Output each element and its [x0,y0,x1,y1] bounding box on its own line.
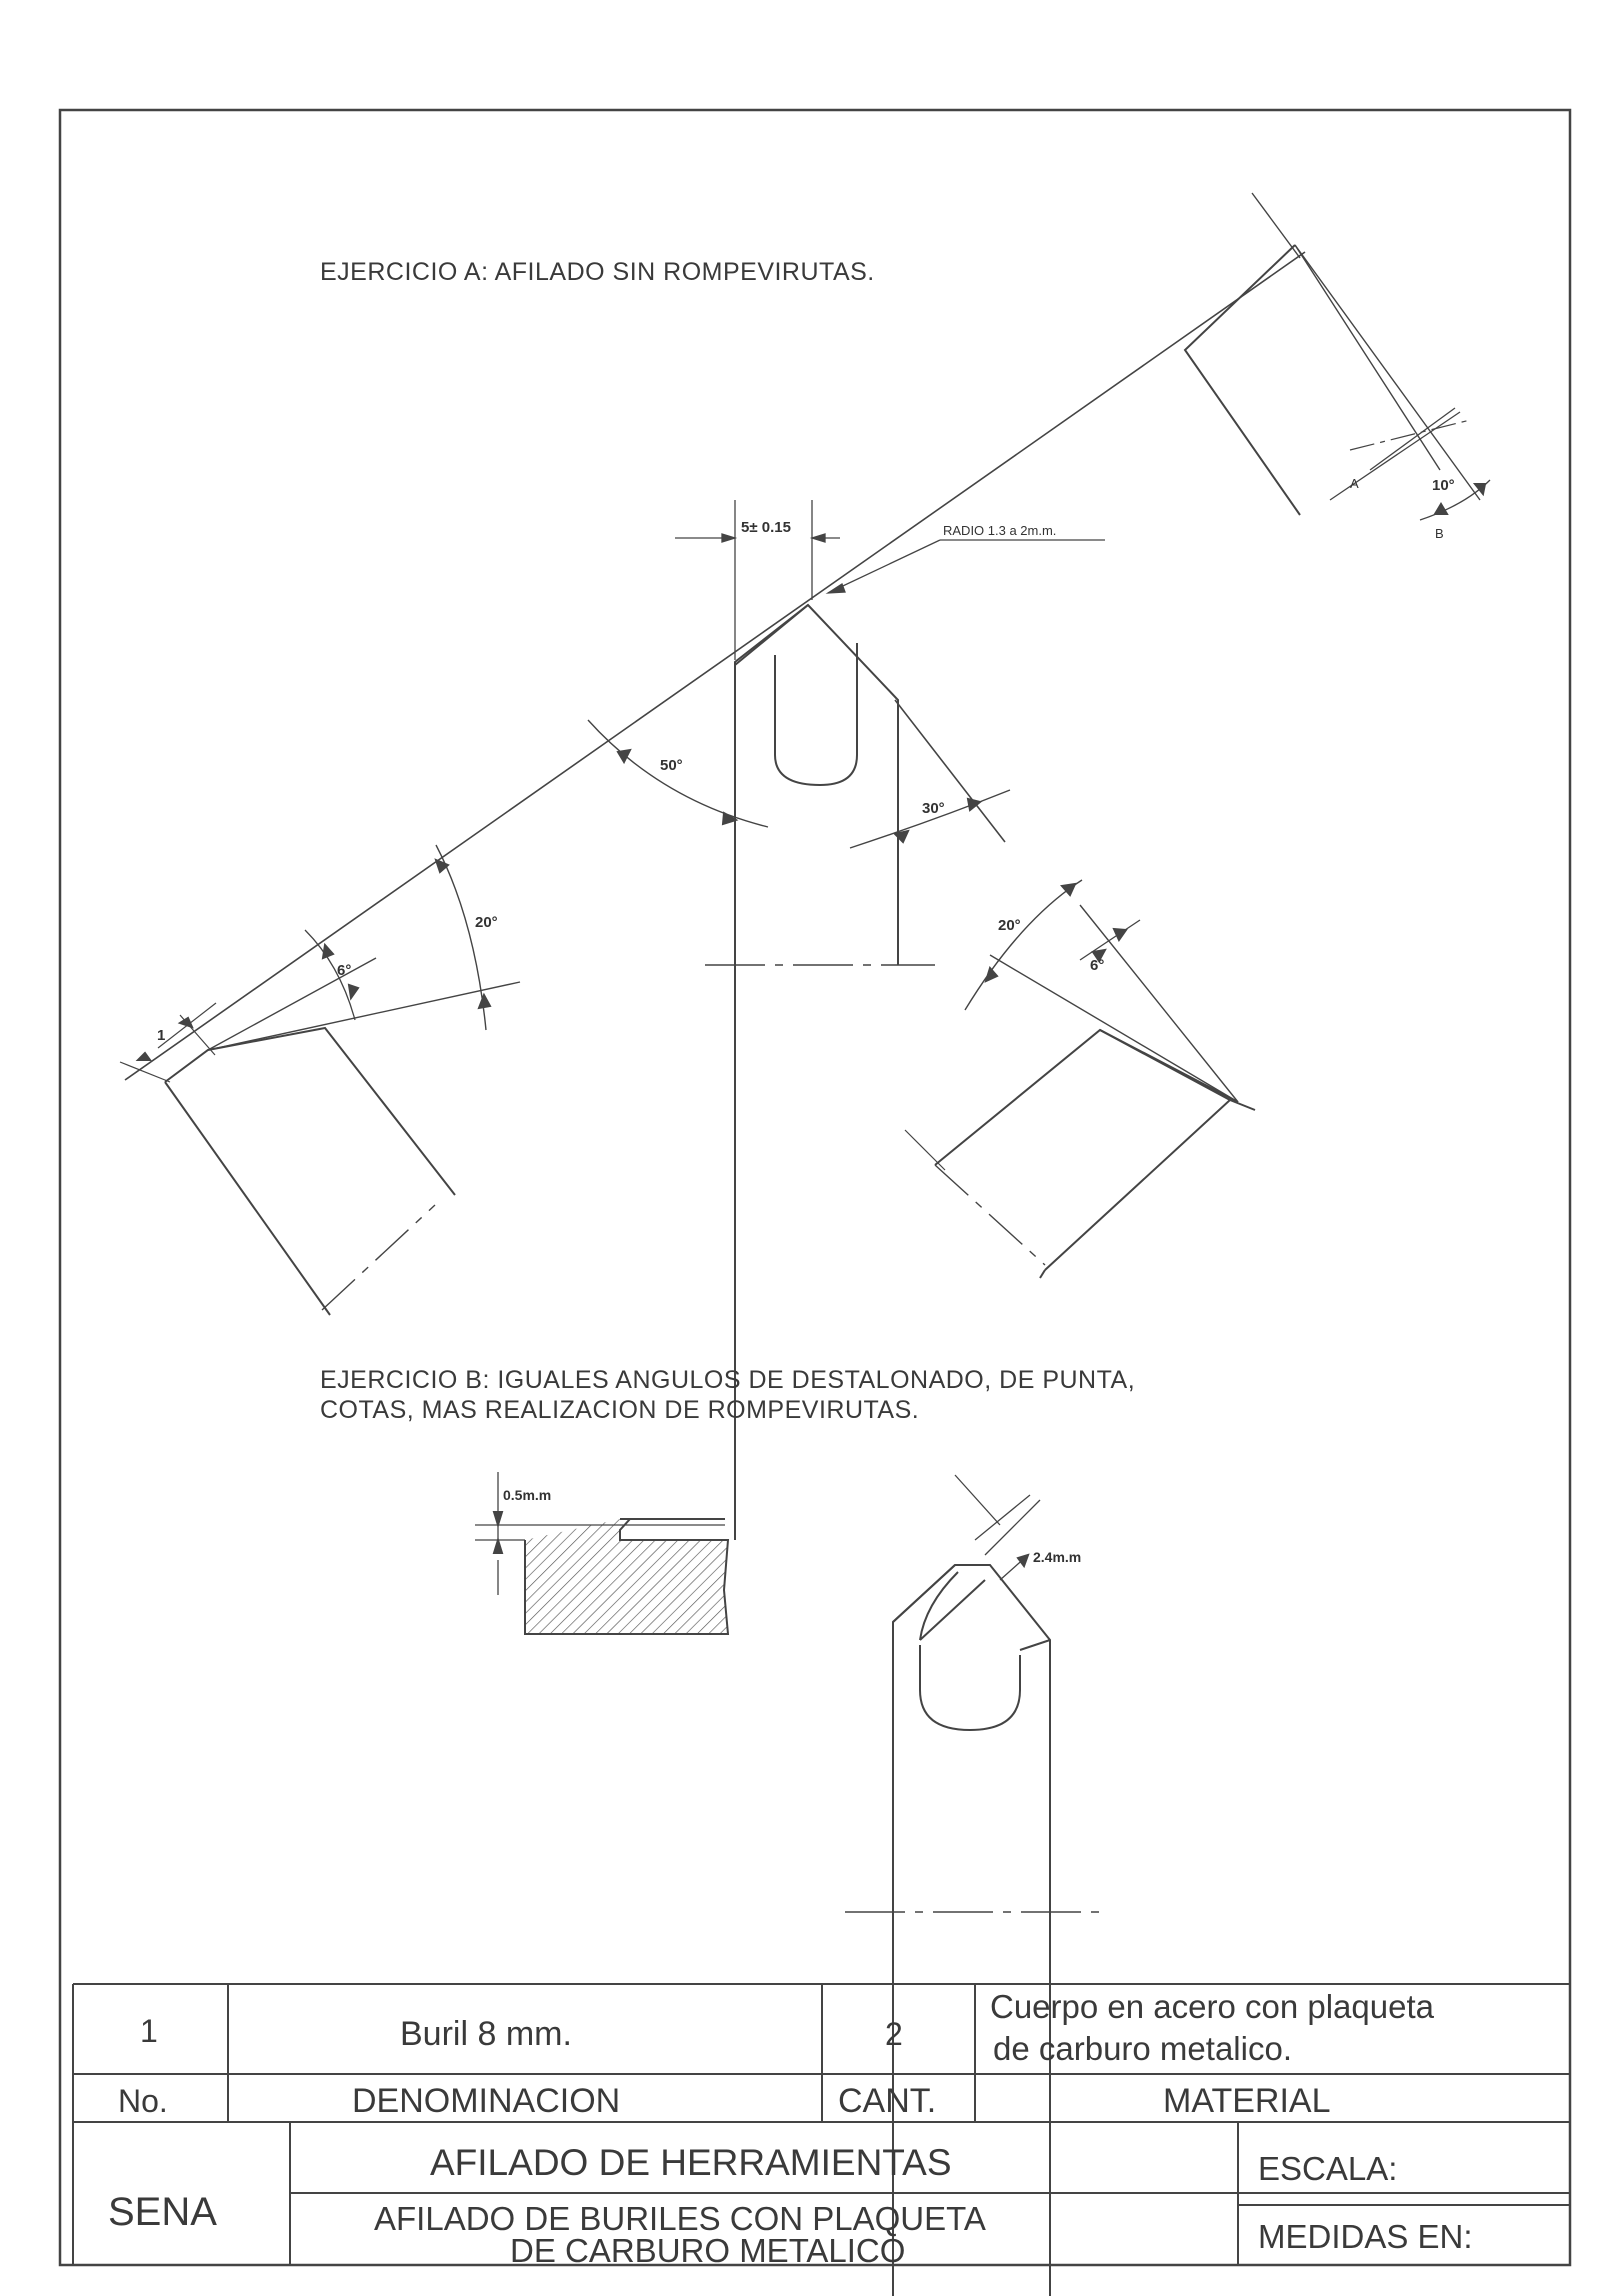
label-b: B [1435,526,1444,541]
parts-row-denomination: Buril 8 mm. [400,2015,572,2053]
radius-leader [828,540,1105,593]
angle-20-right-label: 20° [998,917,1021,934]
drawing-subtitle-line1: AFILADO DE BURILES CON PLAQUETA [374,2200,986,2237]
angle-6-right-label: 6° [1090,957,1105,974]
angle-30-label: 30° [922,800,945,817]
angle-6-left-label: 6° [337,962,352,979]
drawing-title: AFILADO DE HERRAMIENTAS [430,2142,952,2183]
organization: SENA [108,2190,217,2234]
scale-label: ESCALA: [1258,2150,1398,2187]
angle-20-left-label: 20° [475,914,498,931]
dim-5-label: 5± 0.15 [741,519,791,536]
right-tool-view [905,880,1255,1278]
header-quantity: CANT. [838,2082,937,2120]
parts-row-number: 1 [140,2013,158,2049]
angle-10-label: 10° [1432,477,1455,494]
exercise-a-title: EJERCICIO A: AFILADO SIN ROMPEVIRUTAS. [320,258,875,286]
exercise-b-title-line1: EJERCICIO B: IGUALES ANGULOS DE DESTALONADO, DE PUNTA, [320,1366,1136,1394]
dim-1-label: 1 [157,1027,166,1044]
parts-row-quantity: 2 [885,2016,903,2052]
header-number: No. [118,2083,168,2119]
dim-depth-label: 0.5m.m [503,1487,552,1503]
exercise-a-drawing [120,193,1490,1540]
left-tool-view [120,845,520,1315]
units-label: MEDIDAS EN: [1258,2218,1473,2255]
angle-50-label: 50° [660,757,683,774]
dim-radius-label: RADIO 1.3 a 2m.m. [943,523,1057,538]
drawing-subtitle-line2: DE CARBURO METALICO [510,2232,906,2269]
arc-30 [850,790,1010,848]
parts-row-material-line1: Cuerpo en acero con plaqueta [990,1988,1434,2025]
header-material: MATERIAL [1163,2082,1331,2120]
parts-row-material-line2: de carburo metalico. [993,2030,1292,2067]
header-denomination: DENOMINACION [352,2082,621,2120]
exercise-b-title-line2: COTAS, MAS REALIZACION DE ROMPEVIRUTAS. [320,1396,920,1424]
sheet-border [60,110,1570,2265]
dim-2-4-label: 2.4m.m [1033,1549,1082,1565]
label-a: A [1350,476,1359,491]
